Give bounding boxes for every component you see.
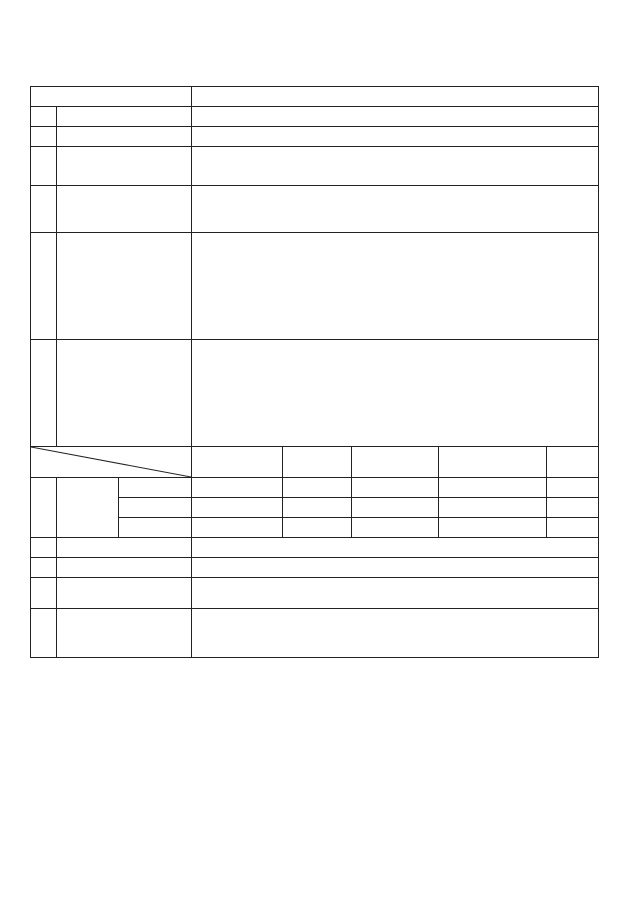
value-cell[interactable] [547,518,599,538]
unit-cell[interactable] [283,478,352,498]
zone-label [57,558,192,578]
permit-label [57,578,192,609]
unit-cell[interactable] [439,518,547,538]
row-1 [31,107,599,127]
row-15 [31,609,599,658]
existing-equipment-grid [192,233,599,340]
row-number [31,147,57,186]
row-number [31,558,57,578]
floor-row-1 [31,478,599,498]
unit-cell[interactable] [283,498,352,518]
value-cell[interactable] [352,478,439,498]
row-number [31,340,57,447]
confirm-row [31,87,599,107]
unit-cell[interactable] [192,478,283,498]
change-header [352,447,439,478]
work-summary-field[interactable] [192,186,599,233]
factory-name-field[interactable] [192,127,599,147]
value-cell[interactable] [352,498,439,518]
hazard-label [57,538,192,558]
remarks-field[interactable] [192,609,599,658]
row-13 [31,558,599,578]
row-3 [31,147,599,186]
floor-label [57,478,119,538]
row-number [31,107,57,127]
unit-cell[interactable] [192,498,283,518]
new-equipment-grid [192,340,599,447]
existing-equipment-label [57,233,192,340]
value-cell[interactable] [547,498,599,518]
rate-header [547,447,599,478]
floor-sub-label [119,518,192,538]
survey-form [30,86,599,658]
unit-cell[interactable] [439,498,547,518]
row-number [31,478,57,538]
row-number [31,127,57,147]
row-5 [31,233,599,340]
row-14 [31,578,599,609]
unit-cell[interactable] [192,518,283,538]
row-number [31,609,57,658]
compare-header [31,447,599,478]
total-header [439,447,547,478]
new-equipment-label [57,340,192,447]
industry-label [57,147,192,186]
current-header [283,447,352,478]
work-summary-label [57,186,192,233]
row-2 [31,127,599,147]
site-address-label [57,107,192,127]
base-time-header [192,447,283,478]
row-4 [31,186,599,233]
floor-sub-label [119,478,192,498]
unit-cell[interactable] [439,478,547,498]
remarks-label [57,609,192,658]
hazard-field[interactable] [192,538,599,558]
value-cell[interactable] [547,478,599,498]
site-address-field[interactable] [192,107,599,127]
confirm-label [31,87,192,107]
permit-field[interactable] [192,578,599,609]
unit-cell[interactable] [283,518,352,538]
row-12 [31,538,599,558]
row-number [31,233,57,340]
row-number [31,186,57,233]
row-number [31,578,57,609]
row-6 [31,340,599,447]
row-number [31,538,57,558]
zone-field[interactable] [192,558,599,578]
factory-name-label [57,127,192,147]
floor-sub-label [119,498,192,518]
diagonal-cell [31,447,192,478]
confirm-field[interactable] [192,87,599,107]
value-cell[interactable] [352,518,439,538]
